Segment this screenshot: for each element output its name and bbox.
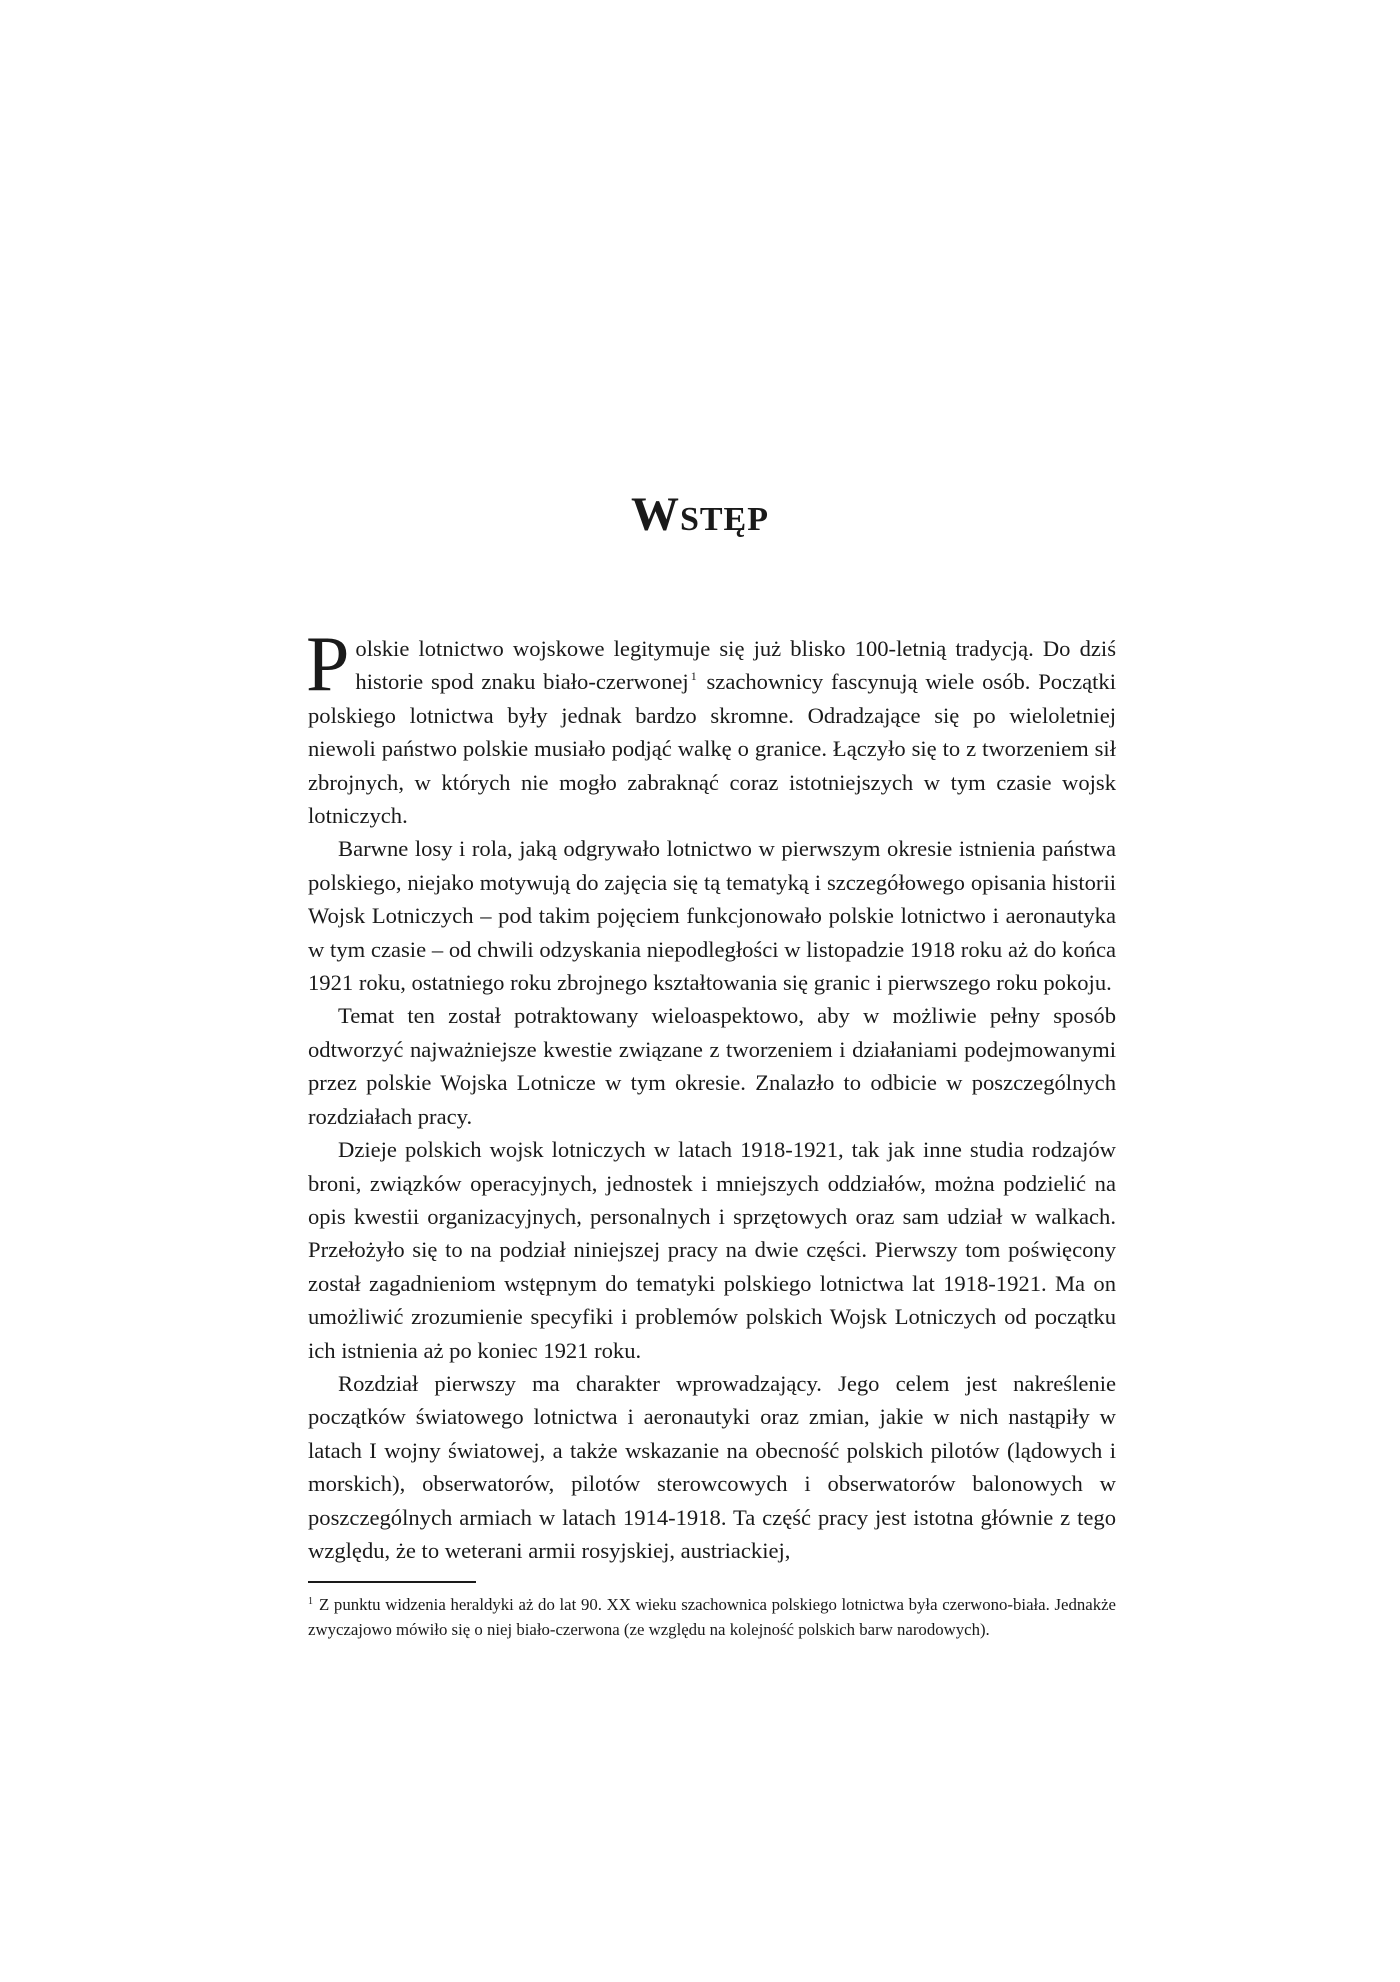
paragraph-1 [306, 620, 1116, 832]
footnote-reference: 1 [690, 669, 697, 684]
drop-cap: P [306, 620, 350, 707]
paragraph-1-text-a: olskie lotnictwo wojskowe legitymuje się już blisko 100-letnią tradycją. Do dziś historie spod znaku biało-czerwonej [355, 636, 1116, 695]
footnote-divider [308, 1581, 476, 1583]
paragraph-4: Dzieje polskich wojsk lotniczych w latach 1918-1921, tak jak inne studia rodzajów broni, związków operacyjnych, jednostek i mniejszych oddziałów, można podzielić na opis kwestii organizacyjnych, personalnych i sprzętowych oraz sam udział w walkach. Przełożyło się to na podział niniejszej pracy na dwie części. Pierwszy tom poświęcony został zagadnieniom wstępnym do tematyki polskiego lotnictwa lat 1918-1921. Ma on umożliwić zrozumienie specyfiki i problemów polskich Wojsk Lotniczych od początku ich istnienia aż po koniec 1921 roku. [308, 1137, 1116, 1363]
paragraph-3: Temat ten został potraktowany wieloaspektowo, aby w możliwie pełny sposób odtworzyć najważniejsze kwestie związane z tworzeniem i działaniami podejmowanymi przez polskie Wojska Lotnicze w tym okresie. Znalazło to odbicie w poszczególnych rozdziałach pracy. [308, 1003, 1116, 1129]
footnote [308, 1592, 1116, 1642]
main-text [306, 620, 1116, 1567]
paragraph-5: Rozdział pierwszy ma charakter wprowadzający. Jego celem jest nakreślenie początków światowego lotnictwa i aeronautyki oraz zmian, jakie w nich nastąpiły w latach I wojny światowej, a także wskazanie na obecność polskich pilotów (lądowych i morskich), obserwatorów, pilotów sterowcowych i obserwatorów balonowych w poszczególnych armiach w latach 1914-1918. Ta część pracy jest istotna głównie z tego względu, że to weterani armii rosyjskiej, austriackiej, [308, 1370, 1116, 1563]
paragraph-2: Barwne losy i rola, jaką odgrywało lotnictwo w pierwszym okresie istnienia państwa polskiego, niejako motywują do zajęcia się tą tematyką i szczegółowego opisania historii Wojsk Lotniczych – pod takim pojęciem funkcjonowało polskie lotnictwo i aeronautyka w tym czasie – od chwili odzyskania niepodległości w listopadzie 1918 roku aż do końca 1921 roku, ostatniego roku zbrojnego kształtowania się granic i pierwszego roku pokoju. [308, 836, 1116, 996]
footnote-number: 1 [308, 1596, 313, 1607]
footnote-text: Z punktu widzenia heraldyki aż do lat 90. XX wieku szachownica polskiego lotnictwa była czerwono-biała. Jednakże zwyczajowo mówiło się o niej biało-czerwona (ze względu na kolejność polskich barw narodowych). [308, 1595, 1116, 1639]
page-title: Wstęp [630, 488, 770, 541]
paragraph-1-text-b: szachownicy fascynują wiele osób. Początki polskiego lotnictwa były jednak bardzo skromne. Odradzające się po wieloletniej niewoli państwo polskie musiało podjąć walkę o granice. Łączyło się to z tworzeniem sił zbrojnych, w których nie mogło zabraknąć coraz istotniejszych w tym czasie wojsk lotniczych. [308, 669, 1116, 829]
